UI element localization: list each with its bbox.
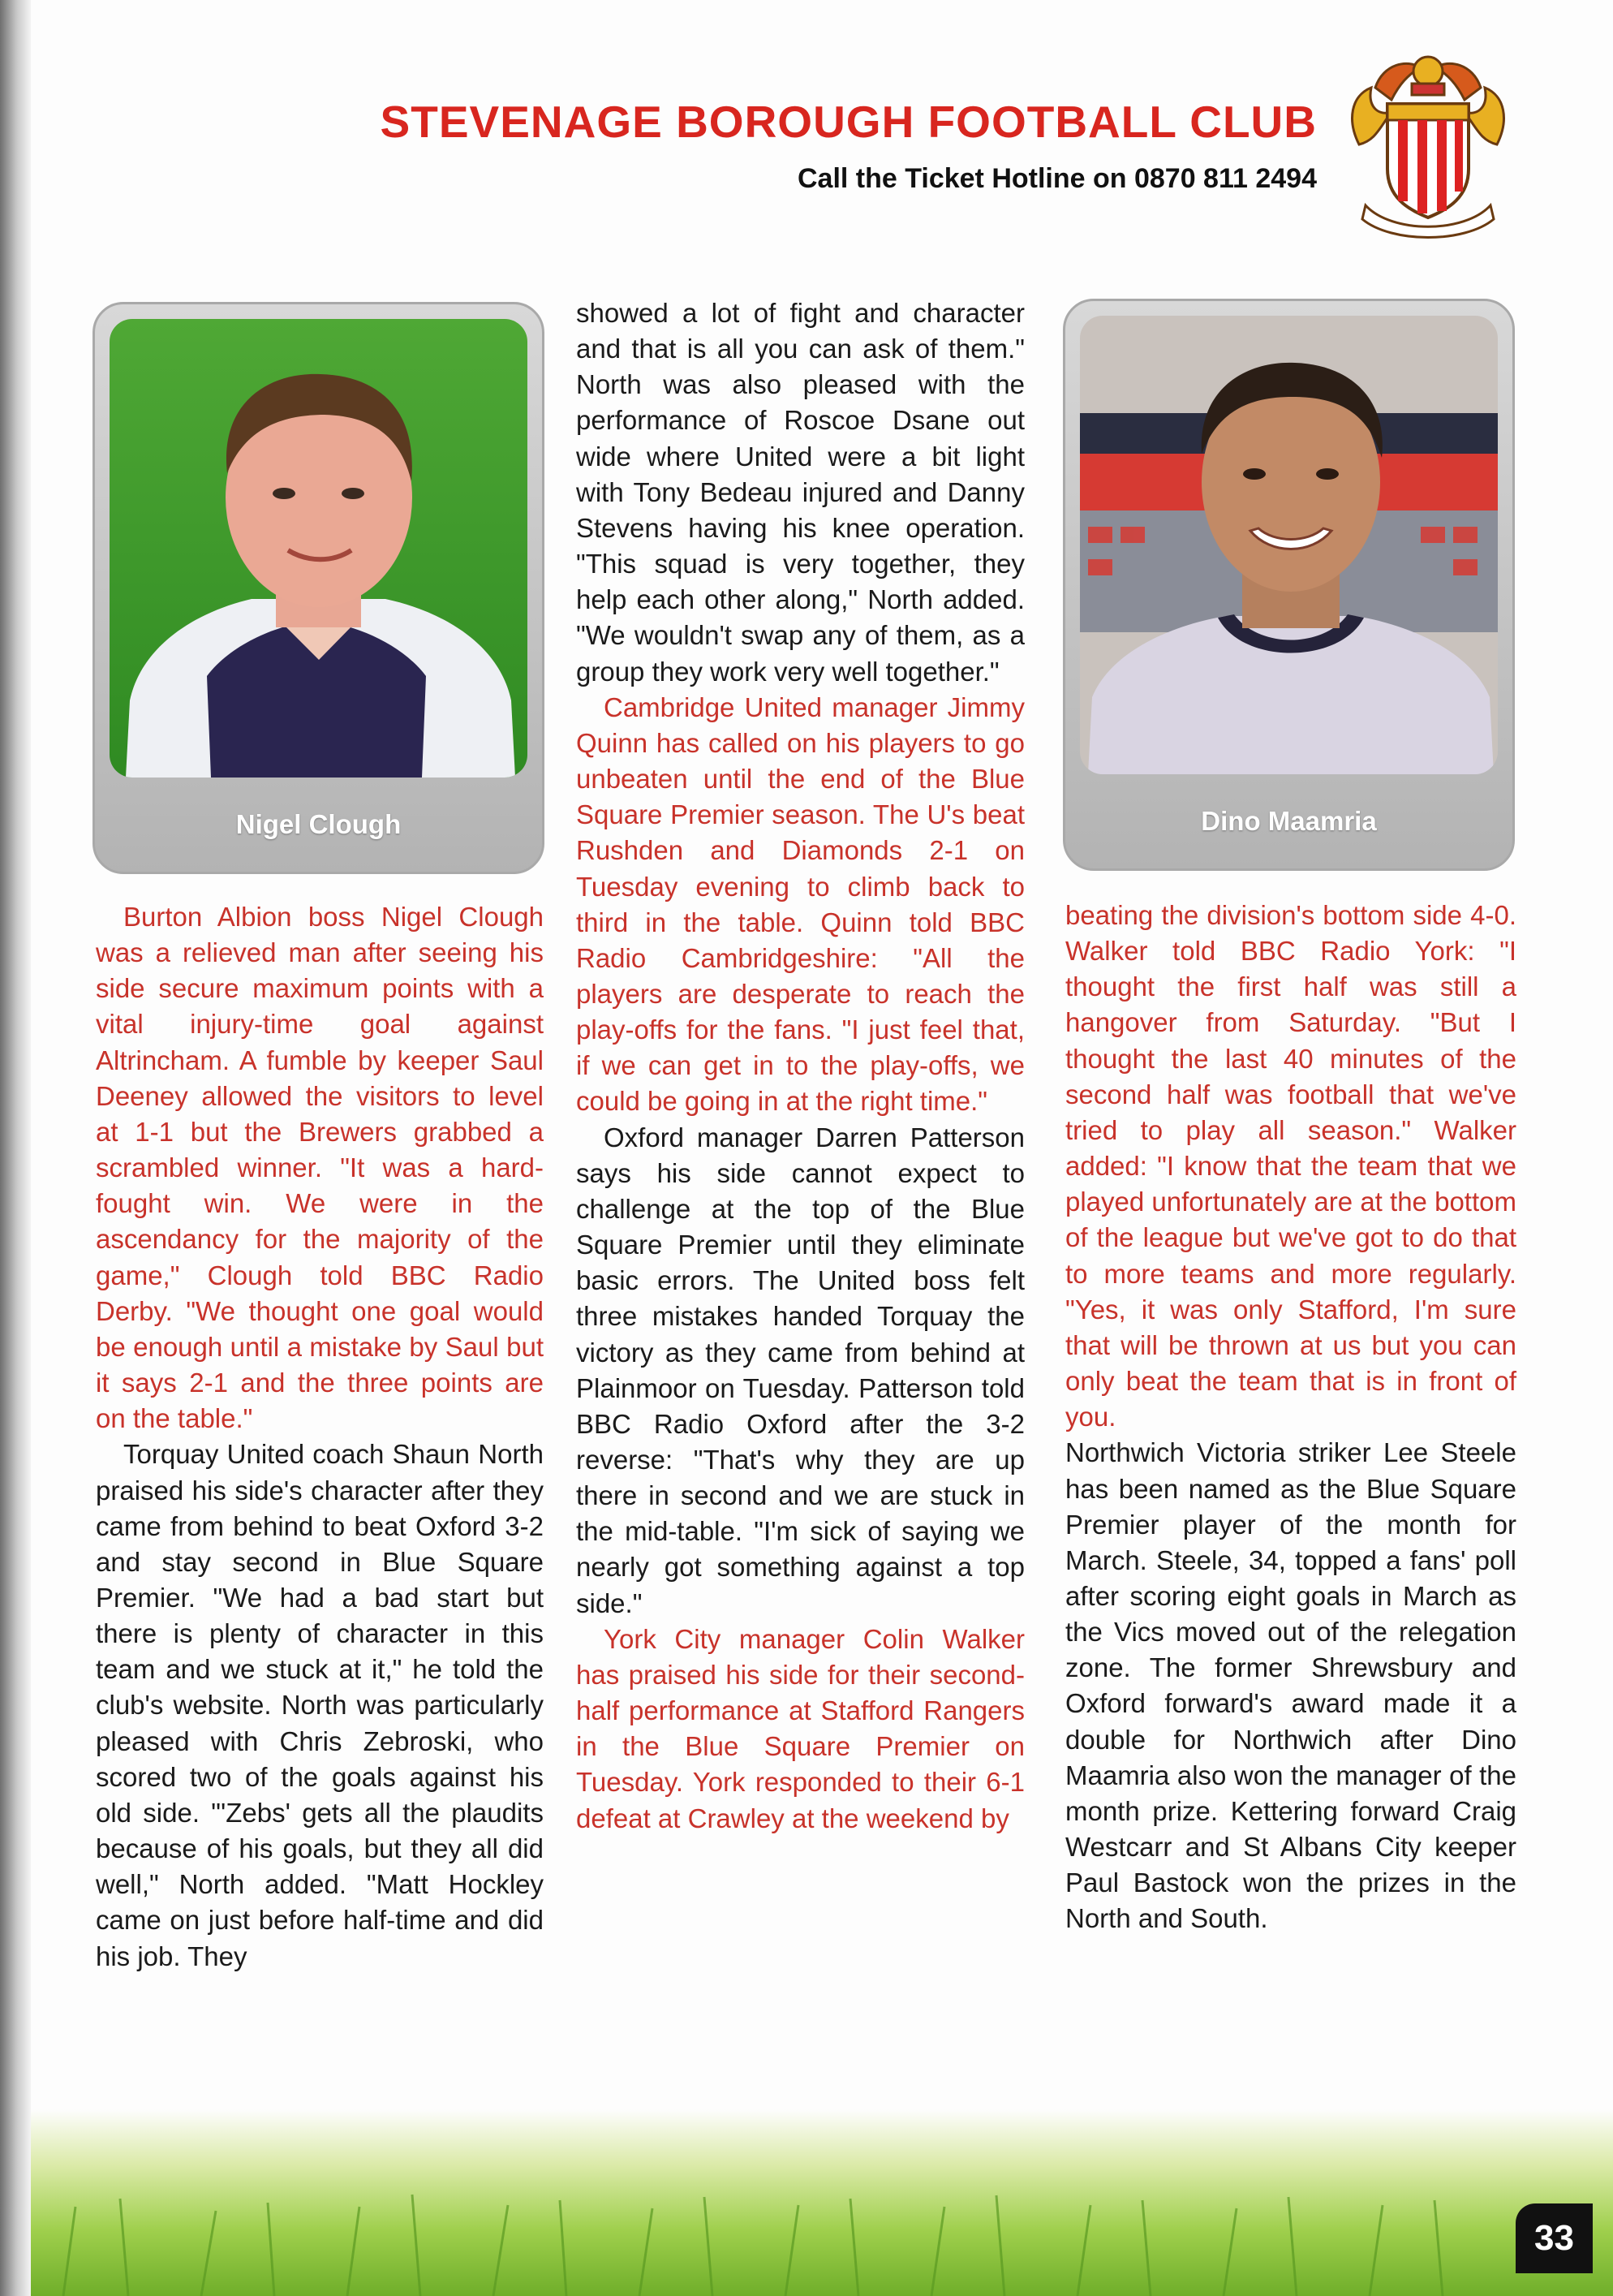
photo-card-dino-maamria — [1063, 299, 1515, 871]
article-torquay-united: Torquay United coach Shaun North praised his side's character after they came from behind to beat Oxford 3-2 and stay second in Blue Square Premier. "We had a bad start but there is plenty of character in this team and we stuck at it," he told the club's website. North was particularly pleased with Chris Zebroski, who scored two of the goals against his old side. "'Zebs' gets all the plaudits because of his goals, but they all did well," North added. "Matt Hockley came on just before half-time and did his job. They — [96, 1439, 544, 1971]
portrait-dino-maamria — [1080, 316, 1498, 774]
page-number: 33 — [1516, 2203, 1593, 2273]
club-title: STEVENAGE BOROUGH FOOTBALL CLUB — [380, 97, 1317, 147]
article-column-2 — [576, 295, 1025, 1837]
article-column-3 — [1065, 898, 1516, 1937]
article-torquay-continued: showed a lot of fight and character and that is all you can ask of them." North was also pleased with the performance of Roscoe Dsane out wide where United were a bit light with Tony Bedeau injured and Danny Stevens having his knee operation. "This squad is very together, they help each other along," North added. "We wouldn't swap any of them, as a group they work very well together." — [576, 298, 1025, 687]
article-northwich-victoria: Northwich Victoria striker Lee Steele has been named as the Blue Square Premier player of the month for March. Steele, 34, topped a fans' poll after scoring eight goals in March as the Vics moved out of the relegation zone. The former Shrewsbury and Oxford forward's award made it a double for Northwich after Dino Maamria also won the manager of the month prize. Kettering forward Craig Westcarr and St Albans City keeper Paul Bastock won the prizes in the North and South. — [1065, 1437, 1516, 1934]
portrait-nigel-clough — [110, 319, 527, 778]
article-york-continued: beating the division's bottom side 4-0. Walker told BBC Radio York: "I thought the first half was still a hangover from Saturday. "But I thought the last 40 minutes of the second half was football that we've tried to play all season." Walker added: "I know that the team that we played unfortunately are at the bottom of the league but we've got to do that to more teams and more regularly. "Yes, it was only Stafford, I'm sure that will be thrown at us but you can only beat the team that is in front of you. — [1065, 900, 1516, 1432]
photo-caption-nigel-clough: Nigel Clough — [235, 809, 402, 839]
article-york-city: York City manager Colin Walker has praised his side for their second-half performance at Stafford Rangers in the Blue Square Premier on Tuesday. York responded to their 6-1 defeat at Crawley at the weekend by — [576, 1623, 1025, 1833]
page-header — [381, 96, 1317, 195]
article-cambridge-united: Cambridge United manager Jimmy Quinn has called on his players to go unbeaten until the end of the Blue Square Premier season. The U's beat Rushden and Diamonds 2-1 on Tuesday evening to climb back to third in the table. Quinn told BBC Radio Cambridgeshire: "All the players are desperate to reach the play-offs for the fans. "I just feel that, if we can get in to the play-offs, we could be going in at the right time." — [576, 691, 1025, 1117]
club-crest-icon — [1343, 39, 1513, 242]
photo-card-nigel-clough — [92, 302, 544, 874]
article-oxford-united: Oxford manager Darren Patterson says his side cannot expect to challenge at the top of the Blue Square Premier until they eliminate basic errors. The United boss felt three mistakes handed Torquay the victory as they came from behind at Plainmoor on Tuesday. Patterson told BBC Radio Oxford after the 3-2 reverse: "That's why they are up there in second and we are stuck in the mid-table. "I'm sick of saying we nearly got something against a top side." — [576, 1122, 1025, 1618]
page-binding-shadow — [0, 0, 31, 2296]
ticket-hotline: Call the Ticket Hotline on 0870 811 2494 — [797, 163, 1317, 194]
photo-caption-dino-maamria: Dino Maamria — [1201, 806, 1377, 836]
grass-footer-decoration — [31, 2109, 1613, 2296]
article-burton-albion: Burton Albion boss Nigel Clough was a relieved man after seeing his side secure maximum points with a vital injury-time goal against Altrincham. A fumble by keeper Saul Deeney allowed the visitors to level at 1-1 but the Brewers grabbed a scrambled winner. "It was a hard-fought win. We were in the ascendancy for the majority of the game," Clough told BBC Radio Derby. "We thought one goal would be enough until a mistake by Saul but it says 2-1 and the three points are on the table." — [96, 902, 544, 1434]
article-column-1 — [96, 899, 544, 1975]
